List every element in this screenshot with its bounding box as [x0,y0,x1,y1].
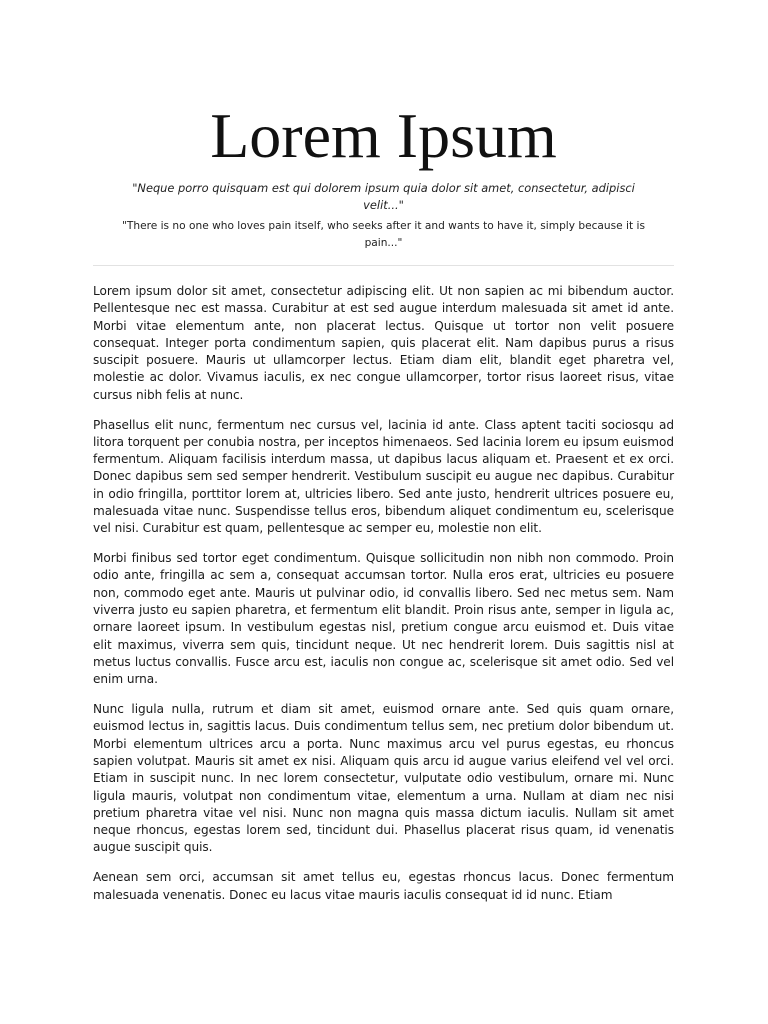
header-divider [93,265,674,266]
paragraph-4: Nunc ligula nulla, rutrum et diam sit amet, euismod ornare ante. Sed quis quam ornare, euismod lectus in, sagittis lacus. Duis condimentum tellus sem, nec pretium dolor bibendum ut. Morbi elementum ultrices arcu a porta. Nunc maximus arcu vel purus egestas, eu rhoncus sapien volutpat. Mauris sit amet ex nisi. Aliquam quis arcu id augue varius eleifend vel vel orci. Etiam in suscipit nunc. In nec lorem consectetur, vulputate odio vestibulum, ornare mi. Nunc ligula mauris, volutpat non condimentum vitae, elementum a urna. Nullam at diam nec nisi pretium pharetra vitae vel nisi. Nunc non magna quis massa dictum iaculis. Nullam sit amet neque rhoncus, egestas lorem sed, tincidunt dui. Phasellus placerat risus quam, id venenatis augue suscipit quis. [93,702,674,855]
paragraph-3: Morbi finibus sed tortor eget condimentum. Quisque sollicitudin non nibh non commodo. Proin odio ante, fringilla ac sem a, consequat accumsan tortor. Nulla eros erat, ultricies eu posuere non, commodo eget ante. Mauris ut pulvinar odio, id convallis libero. Sed nec metus sem. Nam viverra justo eu sapien pharetra, et fermentum elit blandit. Proin risus ante, semper in ligula ac, ornare laoreet ipsum. In vestibulum egestas nisl, pretium congue arcu euismod et. Duis vitae elit maximus, viverra sem quis, tincidunt neque. Ut nec hendrerit lorem. Duis sagittis nisl at metus luctus convallis. Fusce arcu est, iaculis non congue ac, scelerisque sit amet odio. Sed vel enim urna. [93,551,674,687]
paragraph-5: Aenean sem orci, accumsan sit amet tellus eu, egestas rhoncus lacus. Donec fermentum malesuada venenatis. Donec eu lacus vitae mauris iaculis consequat id id nunc. Etiam [93,870,674,902]
document-body [93,283,674,916]
paragraph-1: Lorem ipsum dolor sit amet, consectetur adipiscing elit. Ut non sapien ac mi bibendum auctor. Pellentesque nec est massa. Curabitur at est sed augue interdum malesuada sit amet id ante. Morbi vitae elementum ante, non placerat lectus. Quisque ut tortor non velit posuere consequat. Integer porta condimentum sapien, quis placerat elit. Nam dapibus purus a risus suscipit posuere. Mauris ut ullamcorper lectus. Etiam diam elit, blandit eget pharetra vel, molestie ac dolor. Vivamus iaculis, ex nec congue ullamcorper, tortor risus laoreet risus, vitae cursus nibh felis at nunc. [93,284,674,402]
english-quote: "There is no one who loves pain itself, who seeks after it and wants to have it, simply because it is pain..." [122,220,645,249]
document-title: Lorem Ipsum [210,100,557,171]
paragraph-2: Phasellus elit nunc, fermentum nec cursus vel, lacinia id ante. Class aptent taciti sociosqu ad litora torquent per conubia nostra, per inceptos himenaeos. Sed lacinia lorem eu ipsum euismod fermentum. Aliquam facilisis interdum massa, ut dapibus lacus aliquam et. Praesent et ex orci. Donec dapibus sem sed semper hendrerit. Vestibulum suscipit eu augue nec dapibus. Curabitur in odio fringilla, porttitor lorem at, ultricies libero. Sed ante justo, hendrerit ultrices posuere eu, malesuada vitae nunc. Suspendisse tellus eros, bibendum aliquet condimentum eu, scelerisque vel nisi. Curabitur est quam, pellentesque ac semper eu, molestie non elit. [93,417,674,536]
latin-quote: "Neque porro quisquam est qui dolorem ipsum quia dolor sit amet, consectetur, adipisci velit..." [132,181,635,212]
